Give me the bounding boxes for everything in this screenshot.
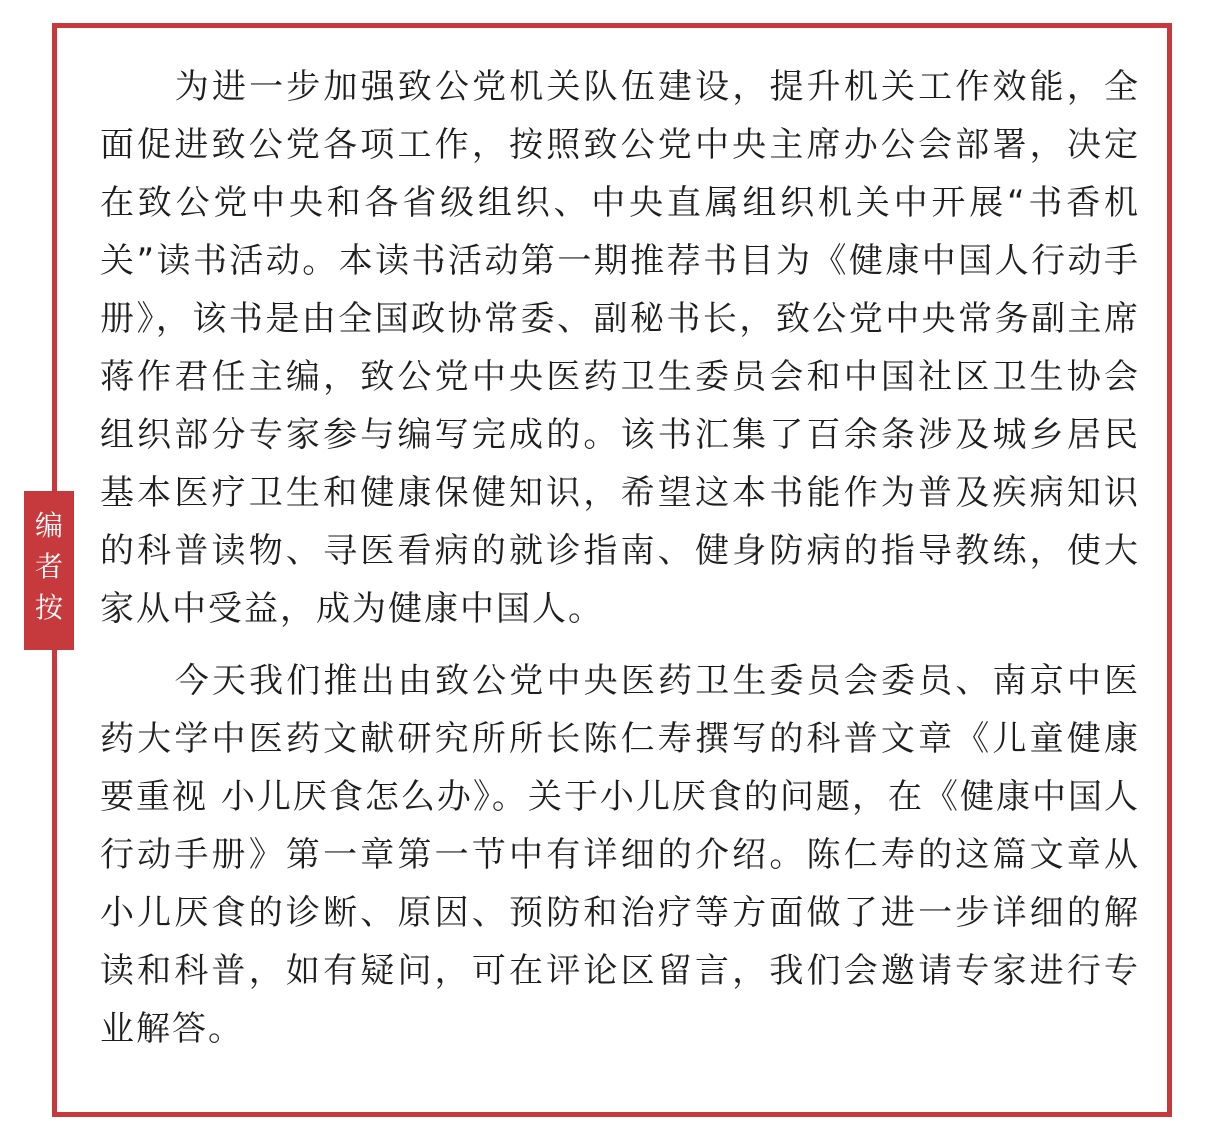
editor-note-tab-char: 者	[34, 550, 63, 583]
editor-note-tab-char: 编	[34, 509, 63, 542]
editor-note-tab-char: 按	[34, 591, 63, 624]
editor-note-body	[100, 58, 1140, 1058]
paragraph-intro: 为进一步加强致公党机关队伍建设，提升机关工作效能，全面促进致公党各项工作，按照致公党中央主席办公会部署，决定在致公党中央和各省级组织、中央直属组织机关中开展“书香机关”读书活动。本读书活动第一期推荐书目为《健康中国人行动手册》，该书是由全国政协常委、副秘书长，致公党中央常务副主席蒋作君任主编，致公党中央医药卫生委员会和中国社区卫生协会组织部分专家参与编写完成的。该书汇集了百余条涉及城乡居民基本医疗卫生和健康保健知识，希望这本书能作为普及疾病知识的科普读物、寻医看病的就诊指南、健身防病的指导教练，使大家从中受益，成为健康中国人。	[100, 67, 1140, 629]
editor-note-tab	[24, 491, 74, 650]
paragraph-article: 今天我们推出由致公党中央医药卫生委员会委员、南京中医药大学中医药文献研究所所长陈仁寿撰写的科普文章《儿童健康要重视 小儿厌食怎么办》。关于小儿厌食的问题，在《健康中国人行动手册》第一章第一节中有详细的介绍。陈仁寿的这篇文章从小儿厌食的诊断、原因、预防和治疗等方面做了进一步详细的解读和科普，如有疑问，可在评论区留言，我们会邀请专家进行专业解答。	[100, 661, 1140, 1049]
